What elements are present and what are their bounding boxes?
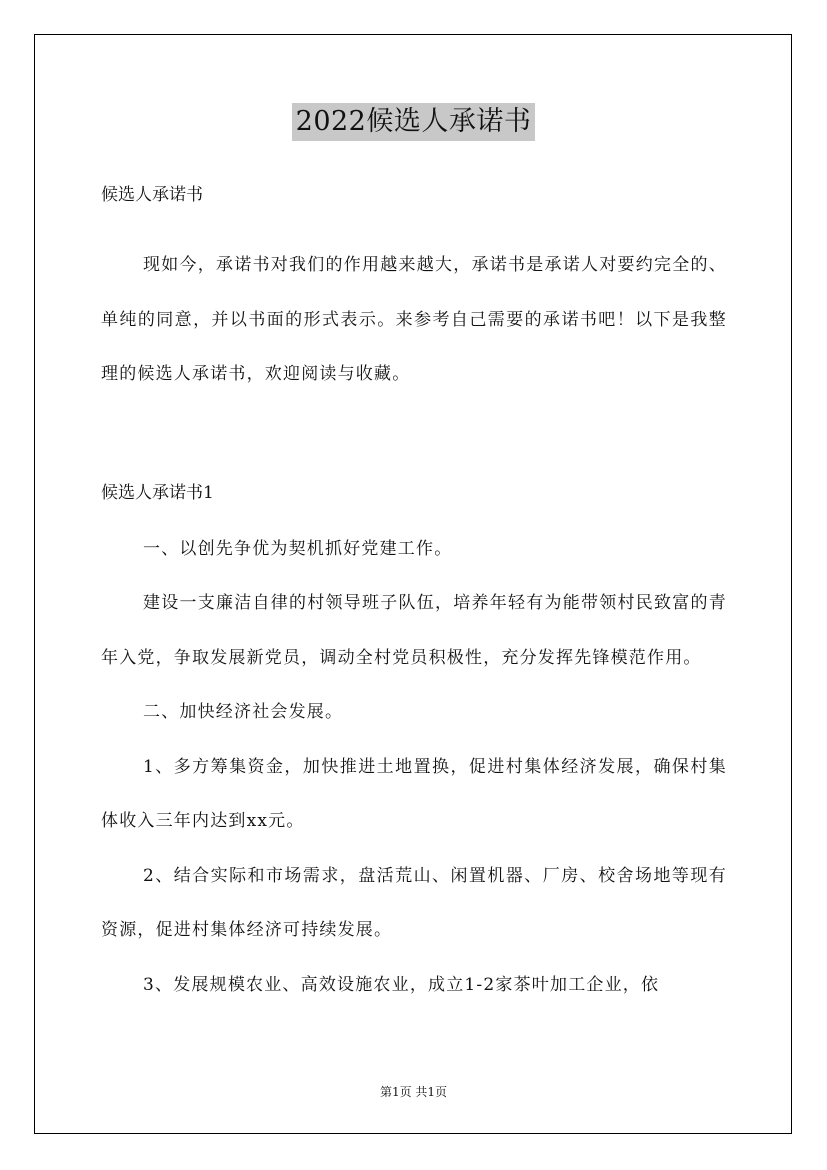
page-number: 第1页 共1页 (379, 1085, 448, 1099)
paragraph-1: 一、以创先争优为契机抓好党建工作。 (143, 538, 453, 559)
paragraph-4: 1、多方筹集资金，加快推进土地置换，促进村集体经济发展，确保村集体收入三年内达到xx元。 (101, 756, 727, 831)
intro-paragraph: 现如今，承诺书对我们的作用越来越大，承诺书是承诺人对要约完全的、单纯的同意，并以书面的形式表示。来参考自己需要的承诺书吧！以下是我整理的候选人承诺书，欢迎阅读与收藏。 (101, 255, 727, 384)
section-heading: 候选人承诺书1 (101, 482, 214, 503)
intro-heading: 候选人承诺书 (101, 185, 203, 205)
document-body (101, 180, 727, 1012)
paragraph-2: 建设一支廉洁自律的村领导班子队伍，培养年轻有为能带领村民致富的青年入党，争取发展新党员，调动全村党员积极性，充分发挥先锋模范作用。 (101, 593, 727, 668)
document-title: 2022候选人承诺书 (292, 103, 536, 141)
paragraph-6: 3、发展规模农业、高效设施农业，成立1-2家茶叶加工企业，依 (143, 974, 660, 995)
page-footer (0, 1084, 827, 1100)
paragraph-5: 2、结合实际和市场需求，盘活荒山、闲置机器、厂房、校舍场地等现有资源，促进村集体经济可持续发展。 (101, 865, 727, 940)
paragraph-3: 二、加快经济社会发展。 (143, 702, 344, 722)
title-container (0, 103, 827, 141)
